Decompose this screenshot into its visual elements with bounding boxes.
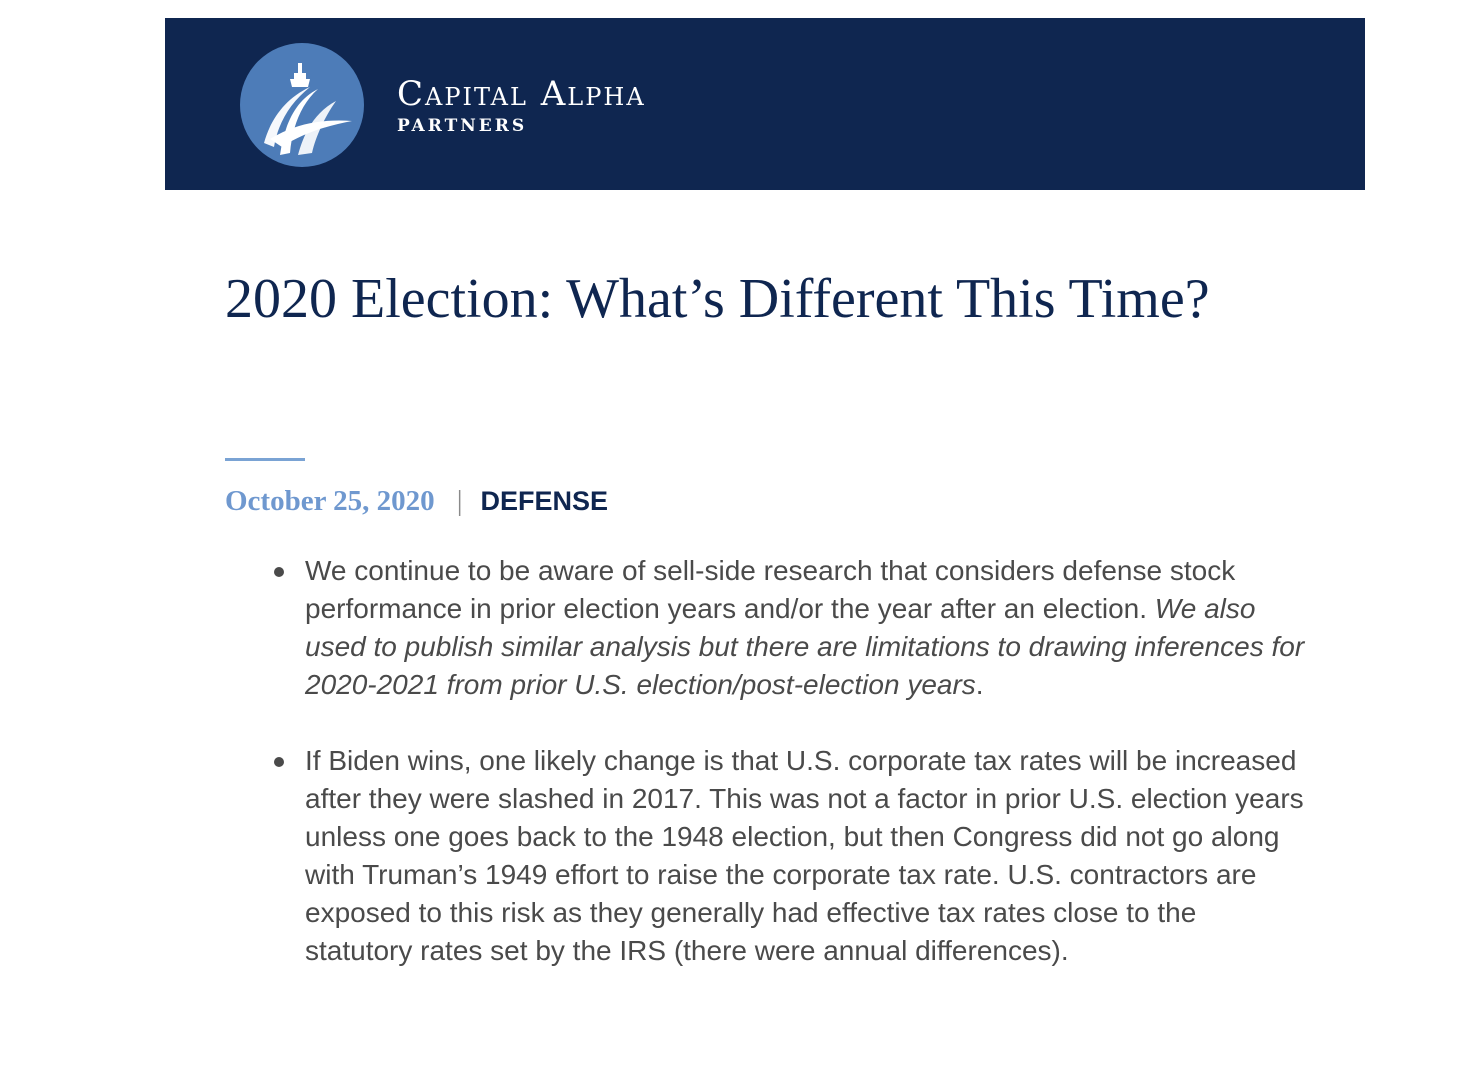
bullet-list	[305, 552, 1305, 1008]
article-meta	[225, 482, 608, 520]
article-title: 2020 Election: What’s Different This Time?	[225, 268, 1210, 330]
title-divider	[225, 458, 305, 461]
article-date: October 25, 2020	[225, 485, 435, 517]
brand-sub: PARTNERS	[397, 116, 528, 136]
bullet-italic-text: We also used to publish similar analysis but there are limitations to drawing inferences for 2020-2021 from prior U.S. election/post-election years	[305, 593, 1305, 700]
bullet-end: .	[975, 669, 984, 700]
bullet-icon	[274, 757, 284, 767]
header-banner	[165, 18, 1365, 190]
list-item	[305, 742, 1305, 970]
bullet-icon	[274, 567, 284, 577]
brand-name: Capital Alpha	[397, 74, 646, 114]
brand	[397, 74, 646, 136]
list-item	[305, 552, 1305, 704]
bullet-text: If Biden wins, one likely change is that U.S. corporate tax rates will be increased after they were slashed in 2017. This was not a factor in prior U.S. election years unless one goes back to the 1948 election, but then Congress did not go along with Truman’s 1949 effort to raise the corporate tax rate. U.S. contractors are exposed to this risk as they generally had effective tax rates close to the statutory rates set by the IRS (there were annual differences).	[305, 745, 1304, 966]
capitol-dome-icon	[240, 43, 364, 167]
bullet-text: We continue to be aware of sell-side research that considers defense stock performance in prior election years and/or the year after an election.	[305, 555, 1236, 624]
meta-separator: |	[456, 485, 463, 517]
article-category[interactable]: DEFENSE	[480, 486, 609, 516]
